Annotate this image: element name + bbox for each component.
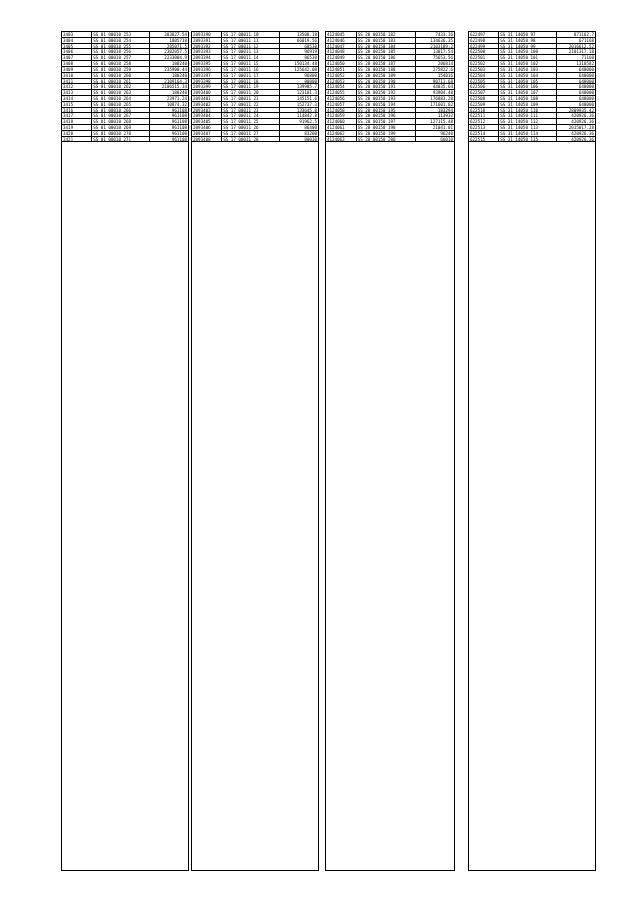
- row-value: 180240: [171, 61, 187, 66]
- row-value: 80030: [304, 136, 317, 142]
- row-value: 2106515.34: [161, 84, 187, 90]
- table-row: [192, 137, 318, 143]
- row-value: 1310582: [576, 61, 594, 66]
- row-id: 3420: [62, 131, 92, 136]
- row-code: SS 20 00150 193: [357, 96, 416, 101]
- row-value: 303827.54: [164, 32, 187, 37]
- row-value: 2015017.28: [568, 125, 594, 130]
- row-id: 2093394: [192, 55, 222, 60]
- row-value: 13508.18: [296, 32, 317, 37]
- data-table-1: [61, 31, 189, 871]
- row-id: 2093397: [192, 73, 222, 78]
- row-value: 66019.56: [296, 37, 317, 43]
- row-code: SS 31 14050 114: [499, 131, 557, 136]
- row-id: 4124047: [326, 44, 357, 49]
- row-code: SS 20 00150 185: [357, 49, 416, 54]
- row-id: 4124058: [326, 108, 357, 113]
- row-value: 134636.35: [430, 37, 453, 43]
- row-id: 622503: [469, 67, 499, 72]
- row-value: 648000: [578, 72, 594, 78]
- row-value: 420926.36: [571, 119, 594, 124]
- row-code: SS 01 00010 262: [92, 84, 150, 89]
- row-value: 86400: [304, 125, 317, 130]
- row-id: 4124055: [326, 90, 357, 95]
- row-code: SS 01 00010 255: [92, 44, 150, 49]
- row-value: 206814: [437, 61, 453, 66]
- row-value: 180240: [171, 90, 187, 95]
- row-id: 622510: [469, 108, 499, 113]
- row-code: SS 31 14050 100: [499, 49, 557, 54]
- row-code: SS 17 00011 16: [222, 67, 280, 72]
- row-code: SS 01 00010 270: [92, 131, 150, 136]
- row-value: 961108: [171, 119, 187, 124]
- row-code: SS 20 00150 190: [357, 79, 416, 84]
- row-id: 3409: [62, 67, 92, 72]
- row-id: 3404: [62, 38, 92, 43]
- row-id: 622497: [469, 32, 499, 37]
- row-id: 3419: [62, 125, 92, 130]
- row-value: 127115.48: [430, 119, 453, 124]
- row-id: 3411: [62, 79, 92, 84]
- row-value: 114842.8: [296, 113, 317, 119]
- row-value: 961108: [171, 130, 187, 136]
- row-id: 4124048: [326, 49, 357, 54]
- row-id: 4124050: [326, 61, 357, 66]
- row-value: 648000: [578, 101, 594, 107]
- row-value: 125642.08: [294, 66, 317, 72]
- data-table-4: [468, 31, 596, 871]
- row-code: SS 17 00011 21: [222, 96, 280, 101]
- row-value: 66010: [440, 136, 453, 142]
- row-id: 4124056: [326, 96, 357, 101]
- row-value: 96919: [304, 49, 317, 55]
- row-code: SS 01 00010 266: [92, 108, 150, 113]
- row-code: SS 31 14050 99: [499, 44, 557, 49]
- row-value: 113932: [437, 113, 453, 119]
- row-value: 23971.24: [166, 95, 187, 101]
- row-code: SS 17 00011 25: [222, 119, 280, 124]
- row-id: 622509: [469, 102, 499, 107]
- row-code: SS 20 00150 191: [357, 84, 416, 89]
- row-value: 961108: [171, 113, 187, 119]
- row-value: 2233004.9: [164, 55, 187, 61]
- row-value: 13017.54: [432, 49, 453, 55]
- row-id: 622508: [469, 96, 499, 101]
- row-code: SS 20 00150 188: [357, 67, 416, 72]
- row-value: 71160: [581, 55, 594, 61]
- row-id: 2093403: [192, 108, 222, 113]
- row-value: 2103189.2: [430, 43, 453, 49]
- row-code: SS 31 14050 112: [499, 119, 557, 124]
- row-value: 10874.32: [166, 101, 187, 107]
- row-id: 2093404: [192, 113, 222, 118]
- row-value: 133645.8: [296, 107, 317, 113]
- row-code: SS 01 00010 263: [92, 90, 150, 95]
- row-id: 2093405: [192, 119, 222, 124]
- row-id: 2093401: [192, 96, 222, 101]
- row-id: 4124060: [326, 119, 357, 124]
- row-id: 622506: [469, 84, 499, 89]
- row-code: SS 31 14050 104: [499, 73, 557, 78]
- row-value: 961108: [171, 125, 187, 130]
- row-id: 3408: [62, 61, 92, 66]
- row-value: 180240: [171, 72, 187, 78]
- row-code: SS 31 14050 109: [499, 102, 557, 107]
- row-id: 4124051: [326, 67, 357, 72]
- row-code: SS 20 00150 194: [357, 102, 416, 107]
- row-id: 2093396: [192, 67, 222, 72]
- row-value: 648000: [578, 95, 594, 101]
- row-code: SS 31 14050 115: [499, 137, 557, 142]
- row-code: SS 01 00010 259: [92, 67, 150, 72]
- row-value: 2809935.42: [568, 107, 594, 113]
- row-id: 4124049: [326, 55, 357, 60]
- row-code: SS 20 00150 196: [357, 113, 416, 118]
- row-code: SS 01 00010 254: [92, 38, 150, 43]
- row-code: SS 17 00011 22: [222, 102, 280, 107]
- row-id: 622498: [469, 38, 499, 43]
- row-id: 3417: [62, 113, 92, 118]
- row-id: 622515: [469, 137, 499, 142]
- row-id: 2093406: [192, 125, 222, 130]
- row-id: 3421: [62, 137, 92, 142]
- row-id: 2093392: [192, 44, 222, 49]
- row-value: 96240: [440, 130, 453, 136]
- row-value: 21041.01: [432, 125, 453, 130]
- row-value: 2302057.5: [164, 49, 187, 55]
- row-id: 622500: [469, 49, 499, 54]
- row-code: SS 01 00010 267: [92, 113, 150, 118]
- row-value: 183294: [437, 107, 453, 113]
- row-id: 4124053: [326, 79, 357, 84]
- row-code: SS 20 00150 198: [357, 125, 416, 130]
- row-value: 235900.44: [164, 66, 187, 72]
- row-id: 622504: [469, 73, 499, 78]
- row-code: SS 31 14050 108: [499, 96, 557, 101]
- row-value: 2109164.3: [164, 78, 187, 84]
- row-code: SS 17 00011 23: [222, 108, 280, 113]
- row-value: 648000: [578, 66, 594, 72]
- row-value: 96800: [304, 72, 317, 78]
- row-value: 83200: [304, 130, 317, 136]
- row-code: SS 01 00010 261: [92, 79, 150, 84]
- data-table-3: [325, 31, 455, 871]
- row-code: SS 17 00011 26: [222, 125, 280, 130]
- row-id: 3415: [62, 102, 92, 107]
- row-code: SS 20 00150 186: [357, 55, 416, 60]
- row-code: SS 31 14050 105: [499, 79, 557, 84]
- row-value: 123101.3: [296, 90, 317, 95]
- row-id: 3412: [62, 84, 92, 89]
- row-code: SS 20 00150 189: [357, 73, 416, 78]
- row-code: SS 20 00150 192: [357, 90, 416, 95]
- row-code: SS 01 00010 271: [92, 137, 150, 142]
- row-value: 961108: [171, 136, 187, 142]
- row-id: 3414: [62, 96, 92, 101]
- row-code: SS 01 00010 257: [92, 55, 150, 60]
- row-code: SS 17 00011 20: [222, 90, 280, 95]
- row-value: 176883.28: [430, 95, 453, 101]
- row-id: 3406: [62, 49, 92, 54]
- row-value: 75653.56: [432, 55, 453, 61]
- row-code: SS 20 00150 184: [357, 44, 416, 49]
- row-id: 4124059: [326, 113, 357, 118]
- row-code: SS 17 00011 14: [222, 55, 280, 60]
- row-code: SS 17 00011 19: [222, 84, 280, 89]
- row-code: SS 31 14050 101: [499, 55, 557, 60]
- row-value: 93904.48: [432, 90, 453, 95]
- row-value: 68530: [304, 43, 317, 49]
- row-id: 622514: [469, 131, 499, 136]
- row-id: 2093400: [192, 90, 222, 95]
- table-row: [62, 137, 188, 143]
- row-value: 171601.82: [430, 101, 453, 107]
- row-value: 86530: [304, 55, 317, 61]
- row-id: 622512: [469, 119, 499, 124]
- row-id: 622505: [469, 79, 499, 84]
- row-code: SS 01 00010 264: [92, 96, 150, 101]
- row-code: SS 20 00150 182: [357, 32, 416, 37]
- table-row: [326, 137, 454, 143]
- table-row: [469, 137, 595, 143]
- row-value: 961108: [171, 107, 187, 113]
- row-value: 275822.6: [432, 66, 453, 72]
- row-id: 622507: [469, 90, 499, 95]
- row-id: 4124054: [326, 84, 357, 89]
- row-id: 3413: [62, 90, 92, 95]
- row-value: 91962.5: [299, 119, 317, 124]
- row-code: SS 20 00150 187: [357, 61, 416, 66]
- row-code: SS 17 00011 27: [222, 131, 280, 136]
- row-id: 2093408: [192, 137, 222, 142]
- row-value: 150134.48: [294, 61, 317, 66]
- row-value: 205071.5: [166, 43, 187, 49]
- row-id: 622513: [469, 125, 499, 130]
- row-id: 3403: [62, 32, 92, 37]
- row-code: SS 20 00150 200: [357, 137, 416, 142]
- row-code: SS 31 14050 102: [499, 61, 557, 66]
- row-code: SS 01 00010 256: [92, 49, 150, 54]
- row-code: SS 17 00011 24: [222, 113, 280, 118]
- row-value: 420926.36: [571, 113, 594, 119]
- row-code: SS 01 00010 258: [92, 61, 150, 66]
- data-table-2: [191, 31, 319, 871]
- row-value: 154016: [437, 72, 453, 78]
- row-id: 3407: [62, 55, 92, 60]
- row-value: 139985.7: [296, 84, 317, 90]
- row-code: SS 01 00010 265: [92, 102, 150, 107]
- row-value: 648000: [578, 90, 594, 95]
- row-code: SS 31 14050 110: [499, 108, 557, 113]
- row-value: 145151.6: [296, 95, 317, 101]
- row-code: SS 17 00011 10: [222, 32, 280, 37]
- row-id: 4124063: [326, 137, 357, 142]
- row-value: 152737.3: [296, 101, 317, 107]
- row-id: 4124045: [326, 32, 357, 37]
- row-code: SS 20 00150 197: [357, 119, 416, 124]
- row-id: 4124057: [326, 102, 357, 107]
- row-code: SS 20 00150 199: [357, 131, 416, 136]
- row-id: 3418: [62, 119, 92, 124]
- row-id: 2093399: [192, 84, 222, 89]
- row-code: SS 17 00011 15: [222, 61, 280, 66]
- row-code: SS 31 14050 111: [499, 113, 557, 118]
- row-id: 3416: [62, 108, 92, 113]
- row-code: SS 01 00010 260: [92, 73, 150, 78]
- row-value: 420926.36: [571, 136, 594, 142]
- row-id: 4124046: [326, 38, 357, 43]
- row-code: SS 20 00150 183: [357, 38, 416, 43]
- row-id: 3405: [62, 44, 92, 49]
- row-value: 420926.36: [571, 130, 594, 136]
- row-code: SS 17 00011 12: [222, 44, 280, 49]
- row-code: SS 31 14050 106: [499, 84, 557, 89]
- row-id: 2093402: [192, 102, 222, 107]
- row-code: SS 17 00011 18: [222, 79, 280, 84]
- row-id: 3410: [62, 73, 92, 78]
- row-code: SS 01 00010 268: [92, 119, 150, 124]
- row-code: SS 17 00011 28: [222, 137, 280, 142]
- row-id: 622501: [469, 55, 499, 60]
- row-value: 1805718: [169, 37, 187, 43]
- row-code: SS 31 14050 107: [499, 90, 557, 95]
- row-code: SS 17 00011 17: [222, 73, 280, 78]
- row-value: 90711.68: [432, 78, 453, 84]
- row-value: 871162.7: [573, 32, 594, 37]
- row-value: 7433.16: [435, 32, 453, 37]
- row-id: 622499: [469, 44, 499, 49]
- row-code: SS 31 14050 103: [499, 67, 557, 72]
- row-value: 80800: [304, 78, 317, 84]
- row-code: SS 31 14050 98: [499, 38, 557, 43]
- row-id: 2093391: [192, 38, 222, 43]
- row-id: 622511: [469, 113, 499, 118]
- row-value: 2101317.18: [568, 49, 594, 55]
- row-value: 648000: [578, 78, 594, 84]
- row-code: SS 17 00011 11: [222, 38, 280, 43]
- row-value: 671168: [578, 37, 594, 43]
- row-value: 648000: [578, 84, 594, 90]
- row-id: 2093407: [192, 131, 222, 136]
- row-code: SS 17 00011 13: [222, 49, 280, 54]
- row-code: SS 01 00010 269: [92, 125, 150, 130]
- row-id: 2093390: [192, 32, 222, 37]
- row-code: SS 31 14050 113: [499, 125, 557, 130]
- row-id: 622502: [469, 61, 499, 66]
- row-code: SS 20 00150 195: [357, 108, 416, 113]
- row-code: SS 01 00010 253: [92, 32, 150, 37]
- row-id: 4124052: [326, 73, 357, 78]
- row-id: 2093395: [192, 61, 222, 66]
- row-id: 4124062: [326, 131, 357, 136]
- row-id: 2093393: [192, 49, 222, 54]
- row-value: 2016612.52: [568, 43, 594, 49]
- row-value: 44035.64: [432, 84, 453, 90]
- row-id: 2093398: [192, 79, 222, 84]
- row-id: 4124061: [326, 125, 357, 130]
- row-code: SS 31 14050 97: [499, 32, 557, 37]
